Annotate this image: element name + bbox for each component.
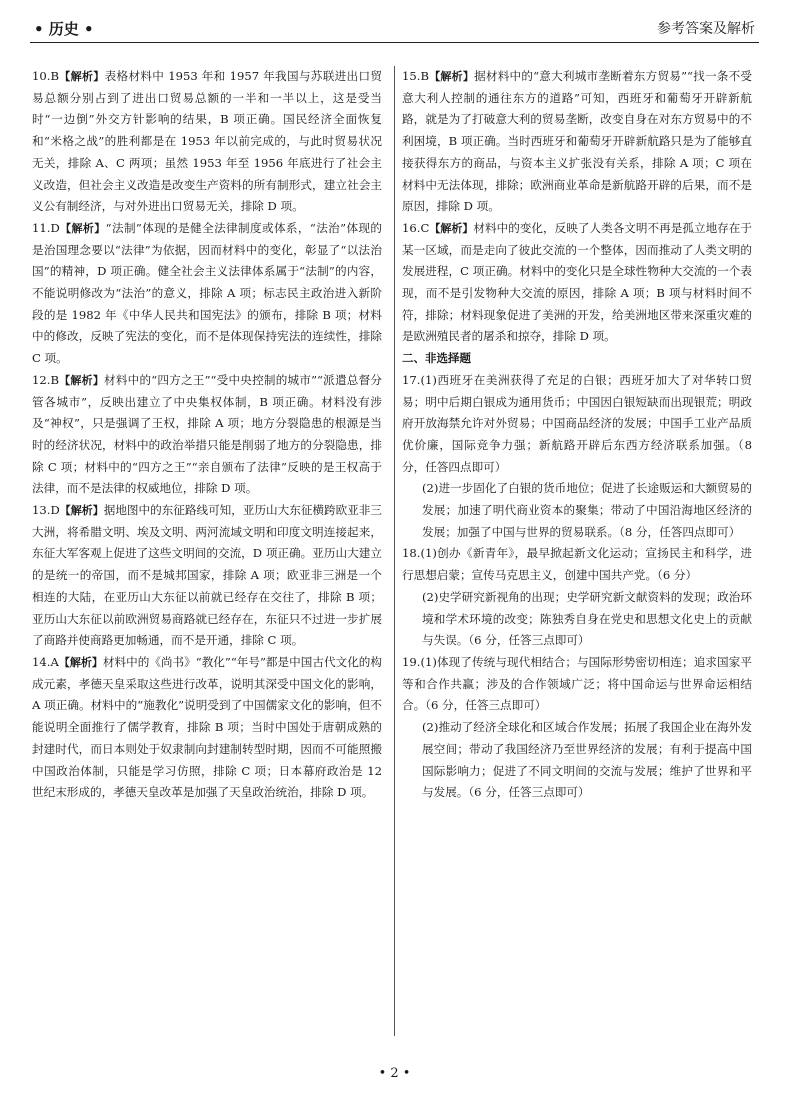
essay-number: 18.: [402, 546, 421, 561]
page-header: [30, 10, 759, 43]
subject-label: • 历史 •: [34, 20, 94, 38]
essay-part-2: (2)进一步固化了白银的货币地位；促进了长途贩运和大额贸易的发展；加速了明代商业资本的聚集；带动了中国沿海地区经济的发展；加强了中国与世界的贸易联系。（8 分，任答四点即可）: [422, 481, 752, 539]
right-column: [402, 66, 752, 804]
column-divider: [394, 66, 395, 1036]
answer-text: 材料中的变化，反映了人类各文明不再是孤立地存在于某一区域，而是走向了彼此交流的一个整体，因而推动了人类文明的发展进程，C 项正确。材料中的变化只是全球性物种大交流的一个表现，而不是引发物种大交流的原因，排除 A 项；B 项与材料时间不符，排除；材料现象促进了美洲的开发，给美洲地区带来深重灾难的是欧洲殖民者的屠杀和掠夺，排除 D 项。: [402, 220, 752, 344]
essay-part-1: (1)创办《新青年》，最早掀起新文化运动；宣扬民主和科学，进行思想启蒙；宣传马克思主义，创建中国共产党。（6 分）: [402, 546, 752, 583]
answer-item-10: [32, 66, 382, 218]
answer-text: “法制”体现的是健全法律制度或体系，“法治”体现的是治国理念要以“法律”为依据，因而材料中的变化，彰显了“以法治国”的精神，D 项正确。健全社会主义法律体系属于“法制”的内容，不能说明修改为“法治”的意义，排除 A 项；标志民主政治进入新阶段的是 1982 年《中华人民共和国宪法》的颁布，排除 B 项；材料中的修改，反映了宪法的变化，而不是体现保持宪法的连续性，排除 C 项。: [32, 220, 383, 366]
essay-part-1: (1)体现了传统与现代相结合；与国际形势密切相连；追求国家平等和合作共赢；涉及的合作领域广泛；将中国命运与世界命运相结合。（6 分，任答三点即可）: [402, 654, 752, 713]
answer-number: 11.D: [32, 220, 60, 235]
essay-part-2: (2)推动了经济全球化和区域合作发展；拓展了我国企业在海外发展空间；带动了我国经济乃至世界经济的发展；有利于提高中国国际影响力；促进了不同文明间的交流与发展；维护了世界和平与发展。（6 分，任答三点即可）: [422, 720, 752, 800]
answer-text: 材料中的《尚书》“教化”“年号”都是中国古代文化的构成元素，孝德天皇采取这些进行改革，说明其深受中国文化的影响，A 项正确。材料中的“施教化”说明受到了中国儒家文化的影响，但不能说明全面推行了儒学教育，排除 B 项；当时中国处于唐朝成熟的封建时代，而日本则处于奴隶制向封建制转型时期，因而不可能照搬中国政治体制，只能是学习仿照，排除 C 项；日本幕府政治是 12 世纪末形成的，孝德天皇改革是加强了天皇政治统治，排除 D 项。: [32, 654, 382, 800]
header-title: 参考答案及解析: [657, 21, 755, 37]
answer-text: 表格材料中 1953 年和 1957 年我国与苏联进出口贸易总额分别占到了进出口贸易总额的一半和一半以上，这是受当时“一边倒”外交方针影响的结果，B 项正确。国民经济全面恢复和“米格之战”的胜利都是在 1953 年以前完成的，与此时贸易状况无关，排除 A、C 两项；虽然 1953 年至 1956 年底进行了社会主义改造，但社会主义改造是改变生产资料的所有制形式，建立社会主义公有制经济，与对外进出口贸易无关，排除 D 项。: [32, 69, 382, 214]
answer-item-16: [402, 218, 752, 348]
answer-number: 14.A: [32, 654, 59, 669]
analysis-tag: 【解析】: [429, 221, 474, 235]
analysis-tag: 【解析】: [428, 70, 475, 83]
answer-number: 15.B: [402, 69, 429, 83]
answer-number: 13.D: [32, 503, 60, 518]
analysis-tag: 【解析】: [58, 655, 103, 669]
answer-number: 10.B: [32, 69, 59, 83]
analysis-tag: 【解析】: [59, 221, 106, 235]
answer-item-13: [32, 500, 382, 652]
answer-item-11: [32, 218, 382, 370]
analysis-tag: 【解析】: [58, 70, 105, 83]
essay-number: 19.: [402, 654, 421, 669]
page-number: • 2 •: [378, 1066, 411, 1081]
answer-item-12: [32, 370, 382, 500]
answer-number: 16.C: [402, 220, 430, 235]
essay-item-19: [402, 652, 752, 804]
answer-text: 据材料中的“意大利城市垄断着东方贸易”“找一条不受意大利人控制的通往东方的道路”可知，西班牙和葡萄牙开辟新航路，就是为了打破意大利的贸易垄断，改变自身在对东方贸易中的不利困境，B 项正确。当时西班牙和葡萄牙开辟新航路只是为了能够直接获得东方的商品，与资本主义扩张没有关系，排除 A 项；C 项在材料中无法体现，排除；欧洲商业革命是新航路开辟的后果，而不是原因，排除 D 项。: [402, 69, 752, 214]
essay-number: 17.: [402, 372, 421, 387]
left-column: [32, 66, 382, 804]
answer-item-14: [32, 652, 382, 804]
essay-item-18: [402, 543, 752, 652]
essay-item-17: [402, 370, 752, 544]
answer-number: 12.B: [32, 372, 59, 387]
answer-item-15: [402, 66, 752, 218]
analysis-tag: 【解析】: [58, 373, 105, 387]
analysis-tag: 【解析】: [59, 504, 104, 518]
essay-part-2: (2)史学研究新视角的出现；史学研究新文献资料的发现；政治环境和学术环境的改变；陈独秀自身在党史和思想文化史上的贡献与失误。（6 分，任答三点即可）: [422, 589, 752, 648]
essay-part-1: (1)西班牙在美洲获得了充足的白银；西班牙加大了对华转口贸易；明中后期白银成为通用货币；中国因白银短缺而出现银荒；明政府开放海禁允许对外贸易；中国商品经济的发展；中国手工业产品质优价廉，国际竞争力强；新航路开辟后东西方经济联系加强。（8 分，任答四点即可）: [402, 372, 752, 474]
answer-text: 材料中的“四方之王”“受中央控制的城市”“派遣总督分管各城市”，反映出建立了中央集权体制，B 项正确。材料没有涉及“神权”，只是强调了王权，排除 A 项；地方分裂隐患的根源是当时的经济状况，材料中的政治举措只能是削弱了地方的分裂隐患，排除 C 项；材料中的“四方之王”“亲自颁布了法律”反映的是王权高于法律，而不是法律的权威地位，排除 D 项。: [32, 372, 383, 496]
answer-text: 据地图中的东征路线可知，亚历山大东征横跨欧亚非三大洲，将希腊文明、埃及文明、两河流域文明和印度文明连接起来，东征大军客观上促进了这些文明间的交流，D 项正确。亚历山大建立的是统一的帝国，而不是城邦国家，排除 A 项；欧亚非三洲是一个相连的大陆，在亚历山大东征以前就已经存在交往了，排除 B 项；亚历山大东征以前欧洲贸易商路就已经存在，东征只不过进一步扩展了商路并使商路更加畅通，而不是开通，排除 C 项。: [32, 503, 382, 648]
section-title: 二、非选择题: [402, 351, 471, 366]
